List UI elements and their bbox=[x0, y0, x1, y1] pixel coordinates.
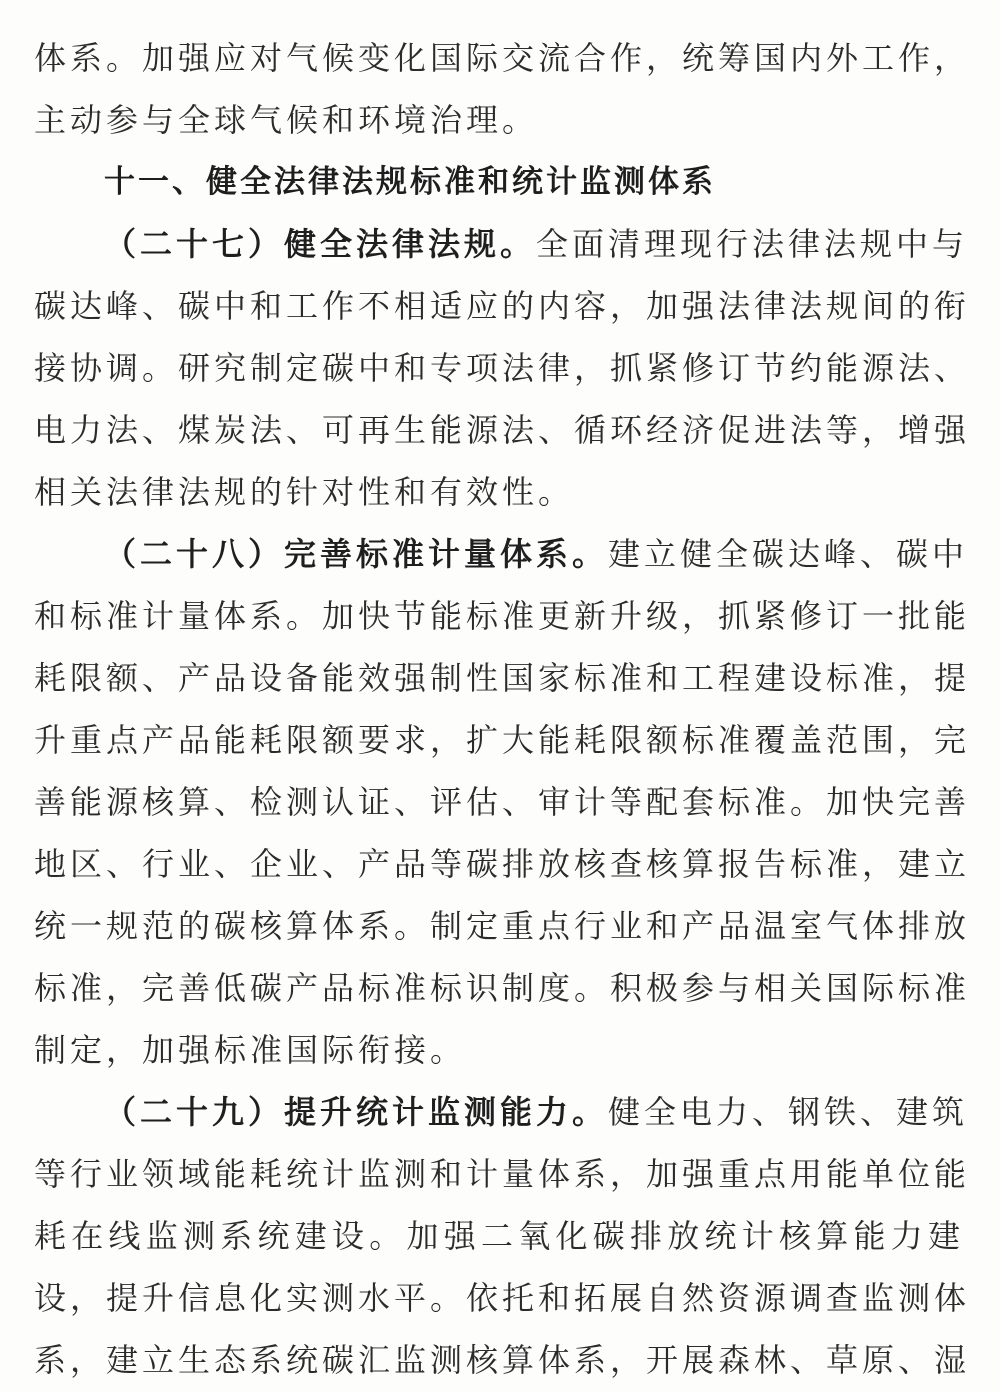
paragraph-line: 接协调。研究制定碳中和专项法律，抓紧修订节约能源法、 bbox=[34, 349, 971, 387]
paragraph-lead: （二十八）完善标准计量体系。 bbox=[104, 535, 609, 573]
paragraph-line: 善能源核算、检测认证、评估、审计等配套标准。加快完善 bbox=[34, 783, 971, 821]
paragraph-line: 相关法律法规的针对性和有效性。 bbox=[34, 473, 575, 511]
paragraph-lead: （二十九）提升统计监测能力。 bbox=[104, 1093, 609, 1131]
paragraph-line: 等行业领域能耗统计监测和计量体系，加强重点用能单位能 bbox=[34, 1155, 971, 1193]
paragraph-line: 系，建立生态系统碳汇监测核算体系，开展森林、草原、湿 bbox=[34, 1341, 971, 1379]
paragraph-line: 碳达峰、碳中和工作不相适应的内容，加强法律法规间的衔 bbox=[34, 287, 971, 325]
paragraph-line: 统一规范的碳核算体系。制定重点行业和产品温室气体排放 bbox=[34, 907, 971, 945]
paragraph-line: 和标准计量体系。加快节能标准更新升级，抓紧修订一批能 bbox=[34, 597, 971, 635]
paragraph-text: 全面清理现行法律法规中与 bbox=[536, 225, 969, 263]
intro-line: 体系。加强应对气候变化国际交流合作，统筹国内外工作， bbox=[34, 39, 971, 77]
paragraph-first-line bbox=[104, 523, 969, 585]
section-heading: 十一、健全法律法规标准和统计监测体系 bbox=[104, 164, 716, 200]
paragraph-first-line bbox=[104, 213, 969, 275]
paragraph-line: 升重点产品能耗限额要求，扩大能耗限额标准覆盖范围，完 bbox=[34, 721, 971, 759]
paragraph-line: 耗在线监测系统建设。加强二氧化碳排放统计核算能力建 bbox=[34, 1217, 964, 1255]
paragraph-first-line bbox=[104, 1081, 969, 1143]
paragraph-line: 制定，加强标准国际衔接。 bbox=[34, 1031, 467, 1069]
paragraph-line: 设，提升信息化实测水平。依托和拓展自然资源调查监测体 bbox=[34, 1279, 971, 1317]
paragraph-line: 电力法、煤炭法、可再生能源法、循环经济促进法等，增强 bbox=[34, 411, 971, 449]
paragraph-line: 耗限额、产品设备能效强制性国家标准和工程建设标准，提 bbox=[34, 659, 971, 697]
paragraph-line: 标准，完善低碳产品标准标识制度。积极参与相关国际标准 bbox=[34, 969, 971, 1007]
paragraph-text: 健全电力、钢铁、建筑 bbox=[608, 1093, 969, 1131]
intro-line: 主动参与全球气候和环境治理。 bbox=[34, 101, 539, 139]
paragraph-text: 建立健全碳达峰、碳中 bbox=[608, 535, 969, 573]
paragraph-line: 地区、行业、企业、产品等碳排放核查核算报告标准，建立 bbox=[34, 845, 971, 883]
paragraph-lead: （二十七）健全法律法规。 bbox=[104, 225, 537, 263]
